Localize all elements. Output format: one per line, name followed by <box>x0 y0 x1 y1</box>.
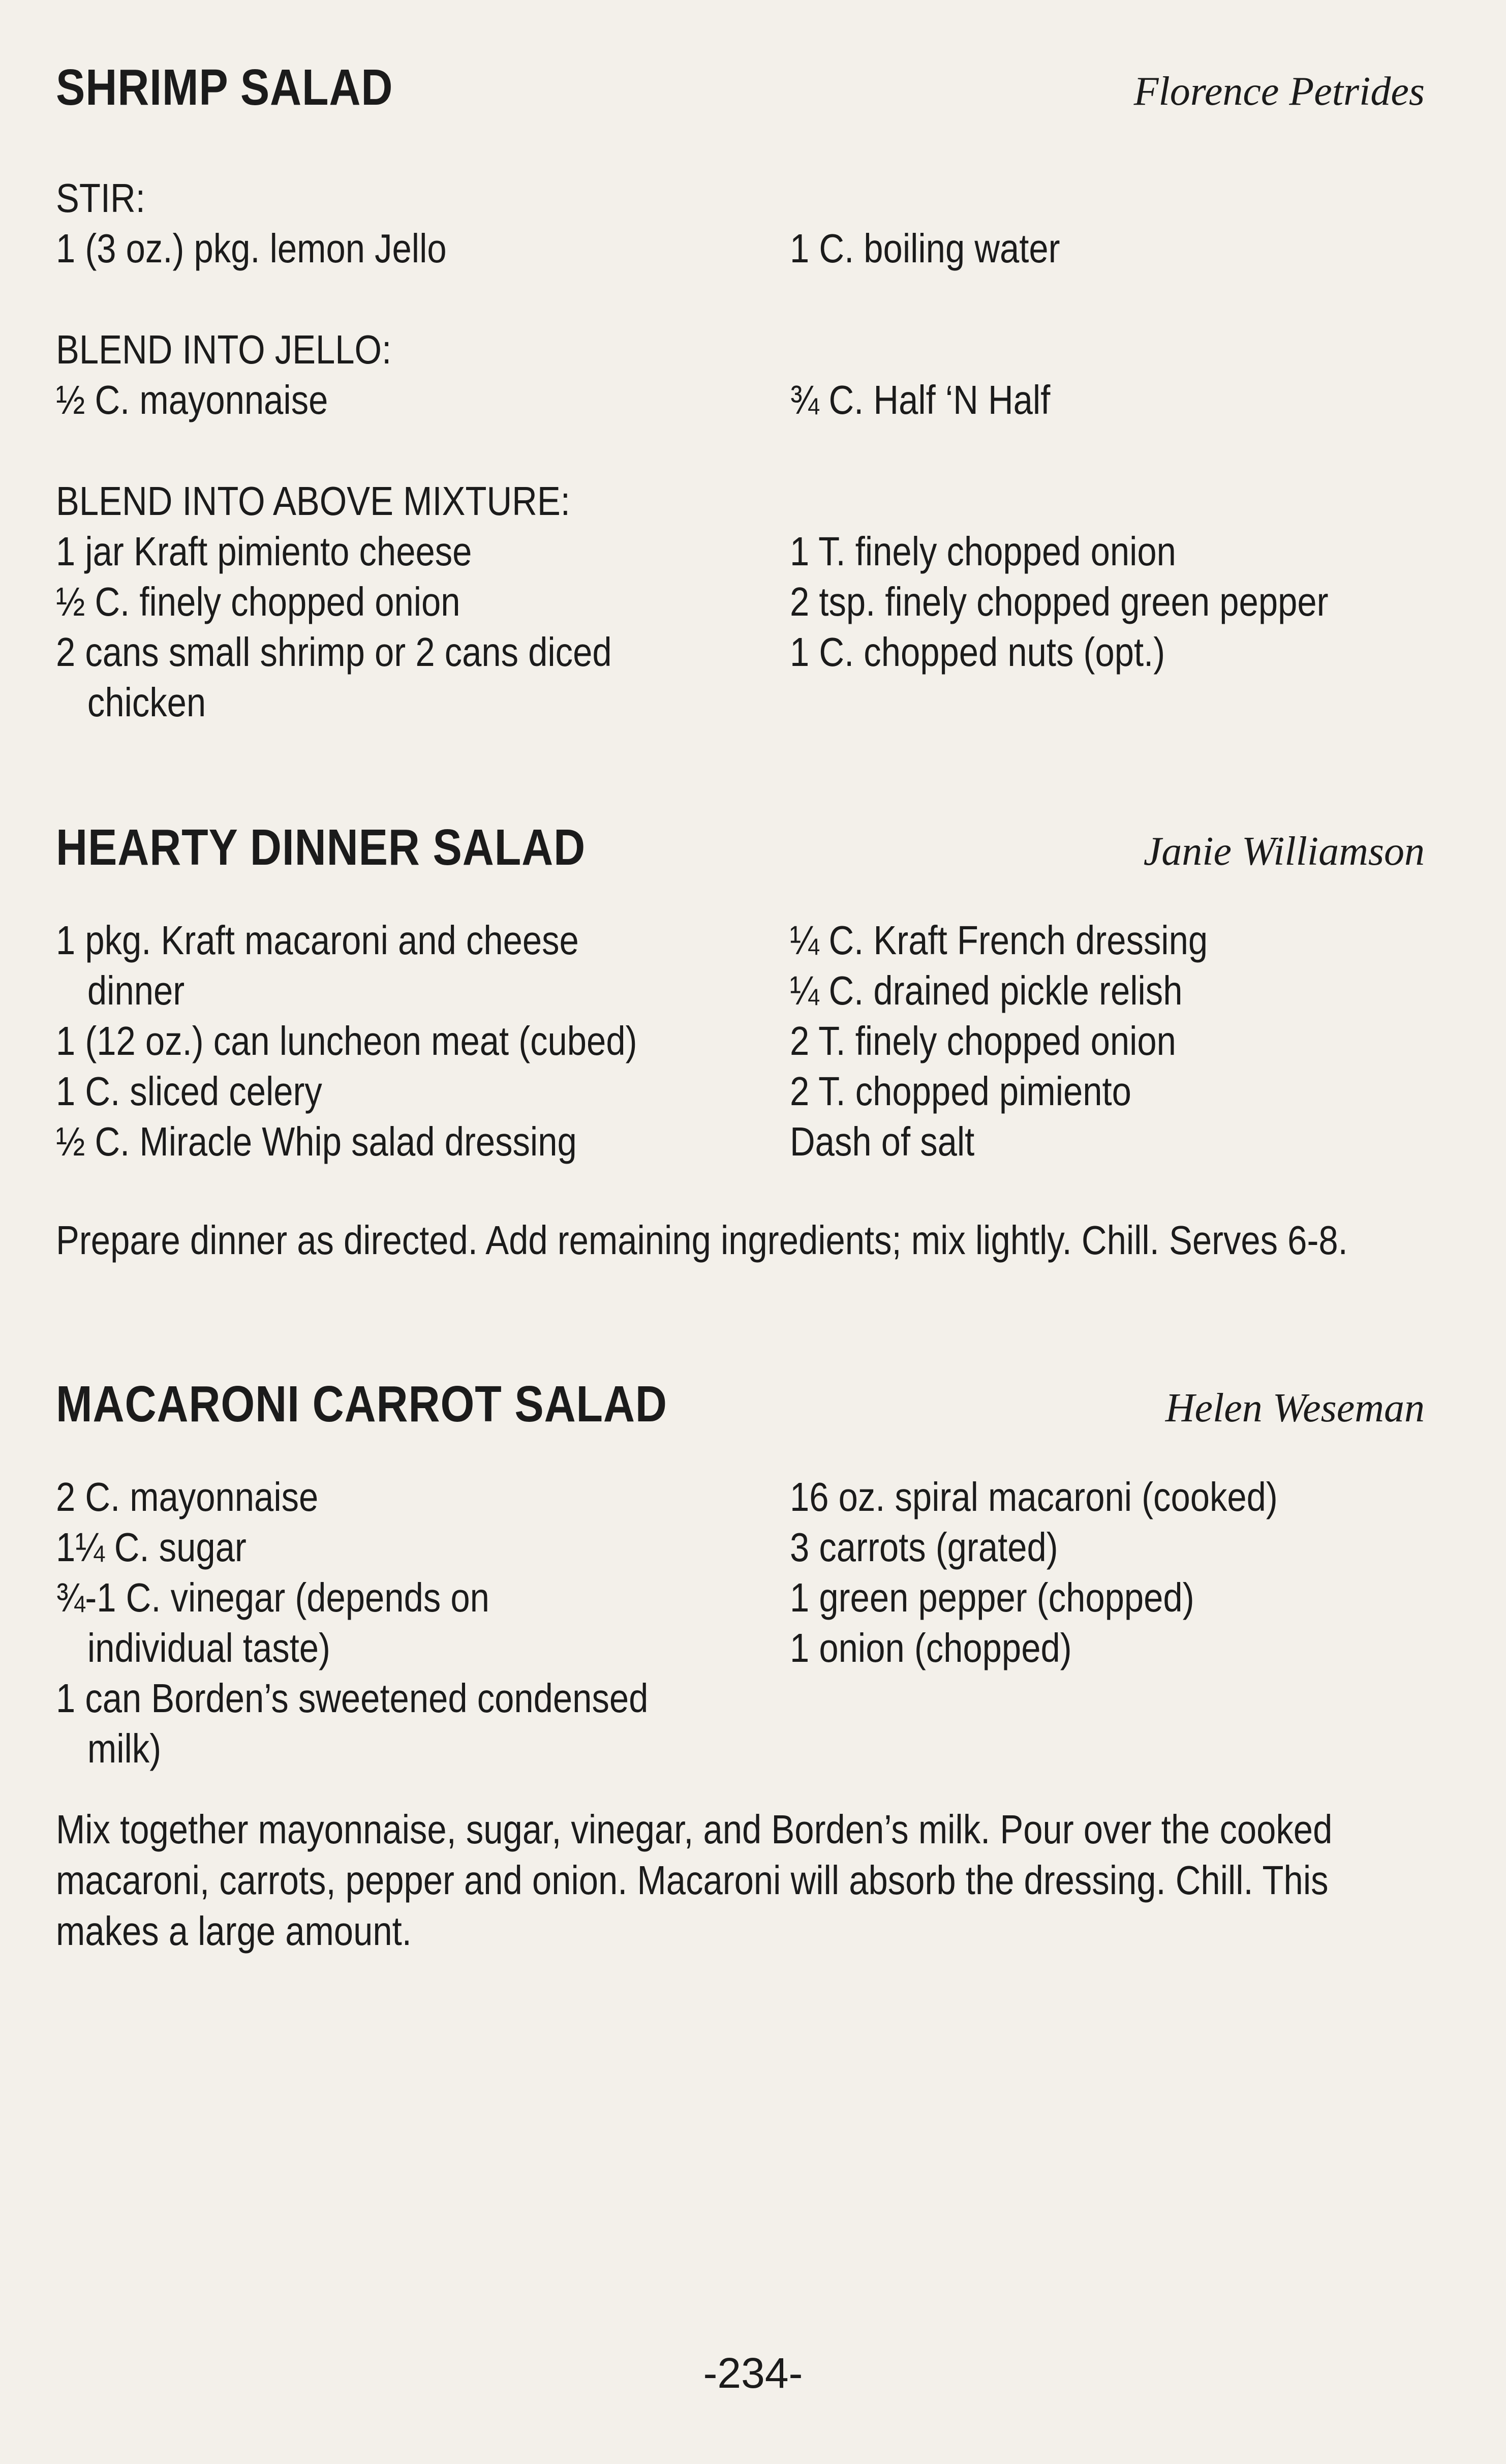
recipe-directions: Prepare dinner as directed. Add remaining ingredients; mix lightly. Chill. Serves 6-8. <box>56 1218 1348 1263</box>
ingredient-line: 1 (3 oz.) pkg. lemon Jello <box>56 226 447 271</box>
ingredient-column-right <box>790 526 1425 727</box>
recipe-header <box>56 58 1425 117</box>
recipe-macaroni-carrot-salad <box>56 1375 1425 1957</box>
recipe-author: Florence Petrides <box>1133 69 1425 114</box>
ingredient-section-blend-into-jello <box>56 324 1425 425</box>
ingredient-column-left <box>56 526 790 727</box>
ingredient-line: 2 C. mayonnaise <box>56 1474 319 1519</box>
recipe-directions: Mix together mayonnaise, sugar, vinegar, and Borden’s milk. Pour over the cooked macaroni, carrots, pepper and onion. Macaroni will absorb the dressing. Chill. This makes a large amount. <box>56 1807 1333 1954</box>
page-number: -234- <box>703 2349 803 2397</box>
ingredient-line: ¾ C. Half ‘N Half <box>789 377 1051 422</box>
recipe-author: Janie Williamson <box>1143 829 1425 874</box>
ingredient-line: 16 oz. spiral macaroni (cooked) <box>789 1474 1278 1519</box>
ingredient-line: milk) <box>87 1726 162 1771</box>
recipe-author: Helen Weseman <box>1165 1386 1425 1431</box>
recipe-title: SHRIMP SALAD <box>56 59 393 116</box>
ingredient-line: ½ C. finely chopped onion <box>56 579 460 624</box>
ingredient-columns <box>56 526 1425 727</box>
ingredient-column-left <box>56 223 790 273</box>
ingredient-line: 2 T. finely chopped onion <box>789 1018 1176 1063</box>
ingredient-columns <box>56 375 1425 425</box>
section-label: BLEND INTO ABOVE MIXTURE: <box>56 478 570 524</box>
ingredient-column-right <box>790 915 1425 1167</box>
ingredient-line: 1¼ C. sugar <box>56 1525 247 1570</box>
recipe-hearty-dinner-salad <box>56 818 1425 1266</box>
ingredient-column-right <box>790 1472 1425 1774</box>
ingredient-line: dinner <box>87 968 185 1013</box>
recipe-header <box>56 1375 1425 1434</box>
ingredient-line: 2 tsp. finely chopped green pepper <box>789 579 1329 624</box>
ingredient-line: 2 T. chopped pimiento <box>789 1069 1131 1114</box>
recipe-title: MACARONI CARROT SALAD <box>56 1376 667 1433</box>
ingredient-column-left <box>56 375 790 425</box>
ingredient-column-right <box>790 375 1425 425</box>
ingredient-line: ¾-1 C. vinegar (depends on <box>56 1575 489 1620</box>
ingredient-line: Dash of salt <box>789 1119 975 1164</box>
recipe-shrimp-salad <box>56 58 1425 727</box>
ingredient-line: ¼ C. drained pickle relish <box>789 968 1183 1013</box>
ingredient-column-left <box>56 1472 790 1774</box>
ingredient-line: 1 green pepper (chopped) <box>789 1575 1194 1620</box>
ingredient-section-blend-into-above <box>56 476 1425 727</box>
ingredient-line: 2 cans small shrimp or 2 cans diced <box>56 629 612 675</box>
ingredient-line: 1 jar Kraft pimiento cheese <box>56 529 472 574</box>
section-label: STIR: <box>56 175 145 221</box>
ingredient-line: 1 C. boiling water <box>789 226 1060 271</box>
ingredient-line: 1 pkg. Kraft macaroni and cheese <box>56 918 579 963</box>
ingredient-line: chicken <box>87 680 206 725</box>
ingredient-section-stir <box>56 173 1425 273</box>
ingredient-line: 1 T. finely chopped onion <box>789 529 1176 574</box>
recipe-header <box>56 818 1425 877</box>
ingredient-line: ¼ C. Kraft French dressing <box>789 918 1208 963</box>
ingredient-line: ½ C. mayonnaise <box>56 377 328 422</box>
ingredient-column-right <box>790 223 1425 273</box>
ingredient-line: ½ C. Miracle Whip salad dressing <box>56 1119 577 1164</box>
ingredient-line: individual taste) <box>87 1625 330 1670</box>
ingredient-column-left <box>56 915 790 1167</box>
ingredient-line: 1 can Borden’s sweetened condensed <box>56 1676 649 1721</box>
ingredient-line: 1 C. sliced celery <box>56 1069 322 1114</box>
ingredient-line: 3 carrots (grated) <box>789 1525 1058 1570</box>
ingredient-columns <box>56 223 1425 273</box>
ingredient-columns <box>56 1472 1425 1774</box>
ingredient-line: 1 (12 oz.) can luncheon meat (cubed) <box>56 1018 637 1063</box>
ingredient-line: 1 onion (chopped) <box>789 1625 1072 1670</box>
ingredient-columns <box>56 915 1425 1167</box>
recipe-title: HEARTY DINNER SALAD <box>56 819 586 876</box>
ingredient-line: 1 C. chopped nuts (opt.) <box>789 629 1165 675</box>
section-label: BLEND INTO JELLO: <box>56 327 392 372</box>
